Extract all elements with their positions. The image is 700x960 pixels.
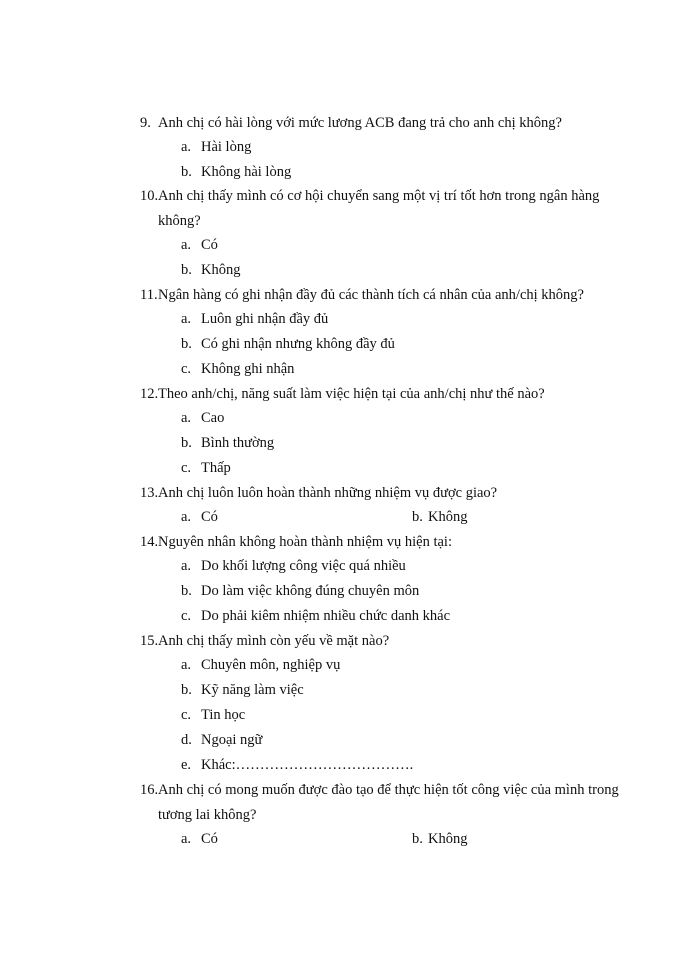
question-16 bbox=[140, 778, 630, 827]
question-text: Ngân hàng có ghi nhận đầy đủ các thành tích cá nhân của anh/chị không? bbox=[158, 287, 584, 303]
question-number: 13. bbox=[140, 485, 159, 501]
option-letter: a. bbox=[181, 237, 192, 253]
option-14b bbox=[181, 581, 419, 601]
option-letter: a. bbox=[181, 139, 192, 155]
option-16a bbox=[181, 829, 218, 849]
option-letter: d. bbox=[181, 732, 192, 748]
option-label: Khác:………………………………. bbox=[201, 757, 414, 773]
option-label: Tin học bbox=[201, 707, 246, 723]
option-15d bbox=[181, 730, 262, 750]
option-letter: e. bbox=[181, 757, 192, 773]
option-label: Ngoại ngữ bbox=[201, 732, 263, 748]
option-15c bbox=[181, 705, 245, 725]
option-letter: a. bbox=[181, 509, 192, 525]
option-11b bbox=[181, 334, 395, 354]
question-text: Anh chị thấy mình có cơ hội chuyển sang một vị trí tốt hơn trong ngân hàng không? bbox=[158, 188, 600, 229]
question-text: Nguyên nhân không hoàn thành nhiệm vụ hiện tại: bbox=[158, 534, 452, 550]
option-11a bbox=[181, 309, 328, 329]
option-label: Luôn ghi nhận đầy đủ bbox=[201, 311, 329, 327]
option-label: Không bbox=[201, 262, 241, 278]
option-letter: b. bbox=[181, 435, 192, 451]
option-letter: b. bbox=[181, 262, 192, 278]
option-label: Không bbox=[428, 509, 468, 525]
option-13b bbox=[412, 507, 467, 527]
option-letter: a. bbox=[181, 831, 192, 847]
option-14c bbox=[181, 606, 450, 626]
option-12b bbox=[181, 433, 274, 453]
option-label: Không hài lòng bbox=[201, 164, 292, 180]
question-9 bbox=[140, 111, 630, 136]
option-letter: b. bbox=[412, 831, 423, 847]
option-10b bbox=[181, 260, 240, 280]
option-label: Có bbox=[201, 831, 218, 847]
option-label: Có bbox=[201, 509, 218, 525]
option-label: Có bbox=[201, 237, 218, 253]
question-11 bbox=[140, 283, 630, 308]
option-letter: b. bbox=[181, 336, 192, 352]
option-label: Không ghi nhận bbox=[201, 361, 295, 377]
option-letter: a. bbox=[181, 311, 192, 327]
question-number: 16. bbox=[140, 782, 159, 798]
option-15a bbox=[181, 655, 340, 675]
question-number: 9. bbox=[140, 115, 151, 131]
question-13 bbox=[140, 481, 630, 506]
option-letter: a. bbox=[181, 657, 192, 673]
question-15 bbox=[140, 629, 630, 654]
option-10a bbox=[181, 235, 218, 255]
option-9a bbox=[181, 137, 251, 157]
option-15e bbox=[181, 755, 413, 775]
option-letter: c. bbox=[181, 361, 192, 377]
question-text: Anh chị thấy mình còn yếu về mặt nào? bbox=[158, 633, 390, 649]
question-text: Anh chị có mong muốn được đào tạo để thực hiện tốt công việc của mình trong tương lai không? bbox=[158, 782, 619, 823]
option-label: Có ghi nhận nhưng không đầy đủ bbox=[201, 336, 395, 352]
option-9b bbox=[181, 162, 291, 182]
question-number: 10. bbox=[140, 188, 159, 204]
question-12 bbox=[140, 382, 630, 407]
option-letter: c. bbox=[181, 707, 192, 723]
question-number: 11. bbox=[140, 287, 158, 303]
option-label: Cao bbox=[201, 410, 225, 426]
option-12c bbox=[181, 458, 231, 478]
option-letter: b. bbox=[181, 164, 192, 180]
option-16b bbox=[412, 829, 467, 849]
option-letter: a. bbox=[181, 558, 192, 574]
option-label: Do phải kiêm nhiệm nhiều chức danh khác bbox=[201, 608, 451, 624]
option-label: Bình thường bbox=[201, 435, 275, 451]
option-12a bbox=[181, 408, 224, 428]
option-label: Không bbox=[428, 831, 468, 847]
option-letter: b. bbox=[412, 509, 423, 525]
question-text: Theo anh/chị, năng suất làm việc hiện tại của anh/chị như thế nào? bbox=[158, 386, 545, 402]
question-14 bbox=[140, 530, 630, 555]
option-label: Chuyên môn, nghiệp vụ bbox=[201, 657, 341, 673]
question-text: Anh chị có hài lòng với mức lương ACB đang trả cho anh chị không? bbox=[158, 115, 562, 131]
option-letter: b. bbox=[181, 682, 192, 698]
option-letter: b. bbox=[181, 583, 192, 599]
option-13a bbox=[181, 507, 218, 527]
option-11c bbox=[181, 359, 294, 379]
option-15b bbox=[181, 680, 304, 700]
option-letter: c. bbox=[181, 460, 192, 476]
option-label: Hài lòng bbox=[201, 139, 252, 155]
option-label: Do làm việc không đúng chuyên môn bbox=[201, 583, 420, 599]
option-label: Do khối lượng công việc quá nhiều bbox=[201, 558, 406, 574]
option-label: Thấp bbox=[201, 460, 231, 476]
question-number: 14. bbox=[140, 534, 159, 550]
question-text: Anh chị luôn luôn hoàn thành những nhiệm vụ được giao? bbox=[158, 485, 498, 501]
option-label: Kỹ năng làm việc bbox=[201, 682, 304, 698]
option-letter: c. bbox=[181, 608, 192, 624]
question-10 bbox=[140, 184, 630, 233]
question-number: 15. bbox=[140, 633, 159, 649]
option-14a bbox=[181, 556, 406, 576]
option-letter: a. bbox=[181, 410, 192, 426]
question-number: 12. bbox=[140, 386, 159, 402]
